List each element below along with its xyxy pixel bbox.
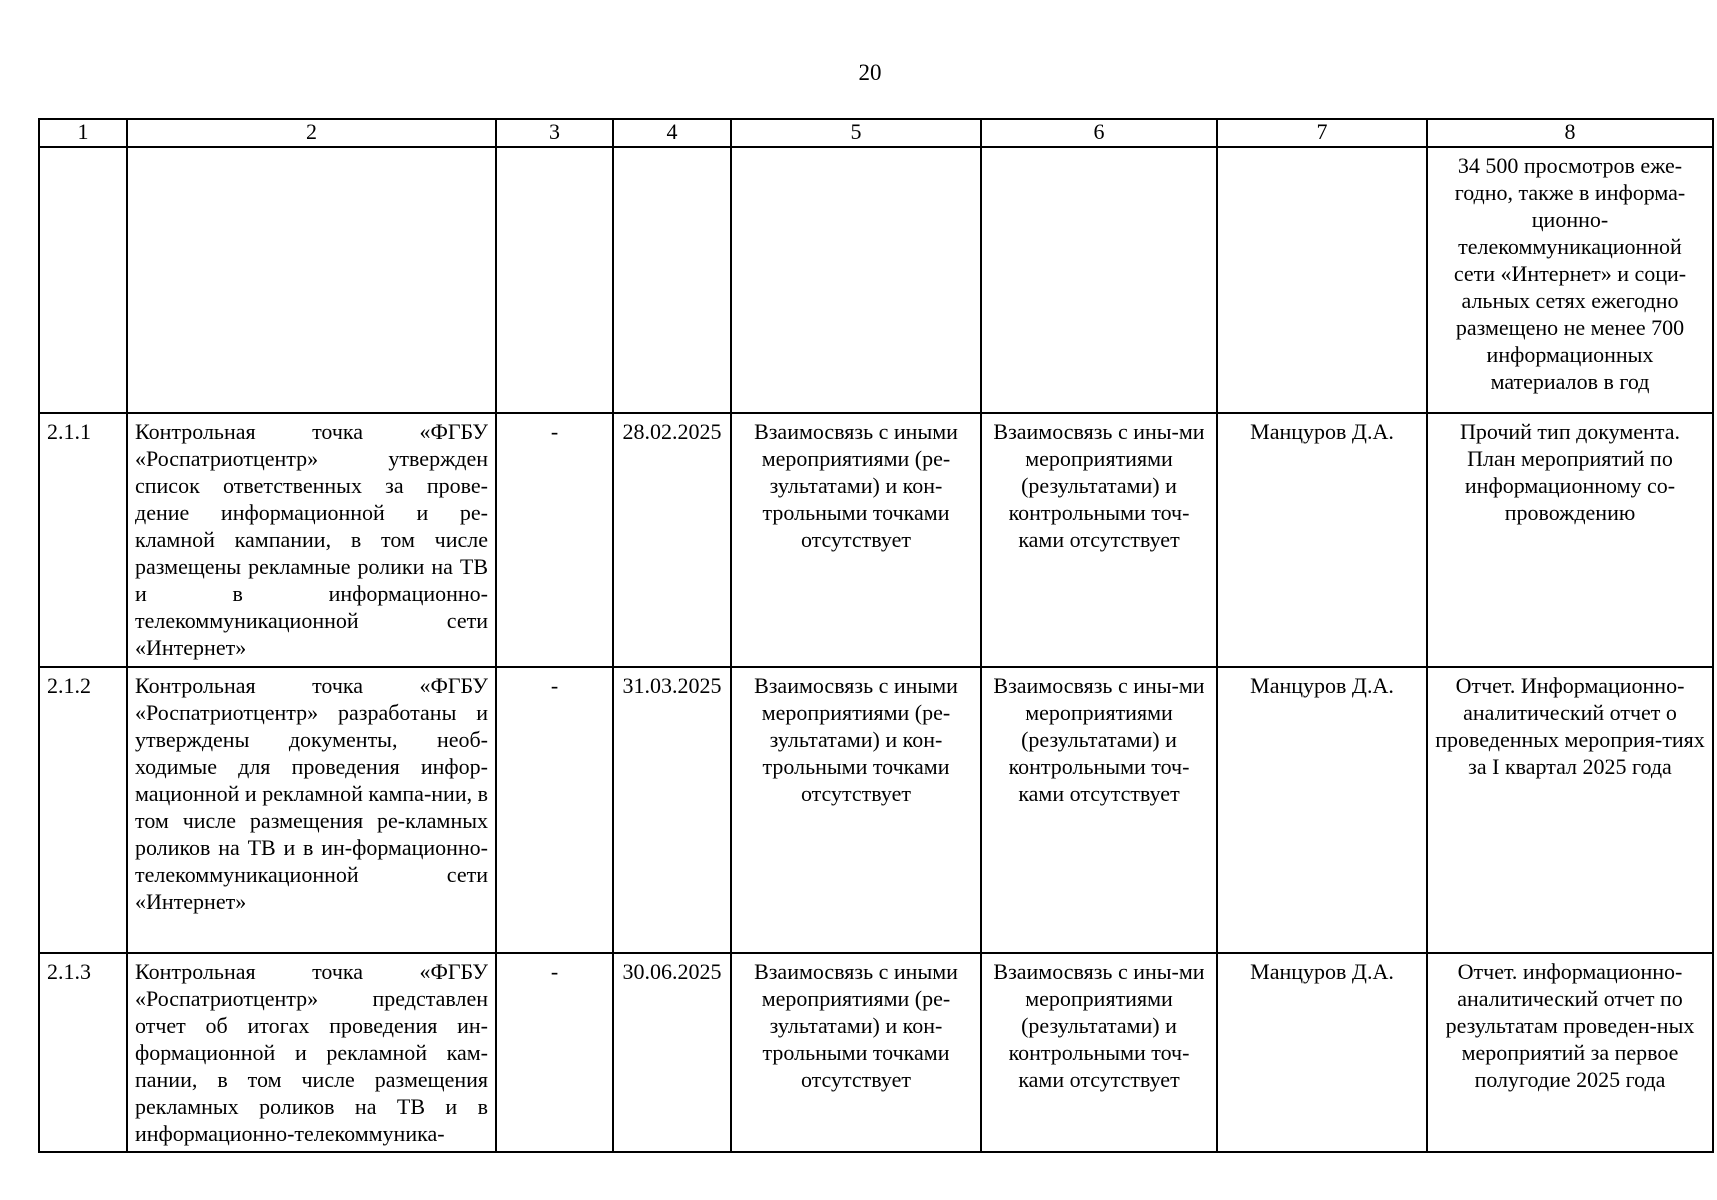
table-row-continuation — [39, 147, 1713, 413]
row-number: 2.1.3 — [39, 953, 127, 1152]
document-type: Отчет. Информационно-аналитический отчет о проведенных мероприя-тиях за I квартал 2025 года — [1427, 667, 1713, 953]
column-header: 1 — [39, 119, 127, 147]
relation-to-results: Взаимосвязь с иными мероприятиями (ре-зультатами) и кон-трольными точками отсутствует — [731, 667, 981, 953]
row-number: 2.1.1 — [39, 413, 127, 667]
relation-to-checkpoints: Взаимосвязь с ины-ми мероприятиями (результатами) и контрольными точ-ками отсутствует — [981, 953, 1217, 1152]
table-cell — [127, 147, 496, 413]
column-header: 4 — [613, 119, 731, 147]
table-row — [39, 953, 1713, 1152]
plan-table — [38, 118, 1714, 1153]
responsible-person: Манцуров Д.А. — [1217, 667, 1427, 953]
checkpoint-name: Контрольная точка «ФГБУ «Роспатриотцентр» утвержден список ответственных за прове-дение информационной и ре-кламной кампании, в том числе размещены рекламные ролики на ТВ и в информационно-телекоммуникационной сети «Интернет» — [127, 413, 496, 667]
relation-to-results: Взаимосвязь с иными мероприятиями (ре-зультатами) и кон-трольными точками отсутствует — [731, 953, 981, 1152]
column-header: 2 — [127, 119, 496, 147]
document-type: Прочий тип документа. План мероприятий по информационному со-провождению — [1427, 413, 1713, 667]
column-3-value: - — [496, 413, 613, 667]
column-3-value: - — [496, 667, 613, 953]
table-cell — [39, 147, 127, 413]
page-number: 20 — [858, 60, 882, 85]
checkpoint-name: Контрольная точка «ФГБУ «Роспатриотцентр» представлен отчет об итогах проведения ин-формационной и рекламной кам-пании, в том числе размещения рекламных роликов на ТВ и в информационно-телекоммуника- — [127, 953, 496, 1152]
document-type: Отчет. информационно-аналитический отчет по результатам проведен-ных мероприятий за первое полугодие 2025 года — [1427, 953, 1713, 1152]
column-header: 6 — [981, 119, 1217, 147]
table-cell — [613, 147, 731, 413]
table-cell — [1217, 147, 1427, 413]
responsible-person: Манцуров Д.А. — [1217, 953, 1427, 1152]
table-cell — [731, 147, 981, 413]
checkpoint-name: Контрольная точка «ФГБУ «Роспатриотцентр» разработаны и утверждены документы, необ-ходимые для проведения инфор-мационной и рекламной кампа-нии, в том числе размещения ре-кламных роликов на ТВ и в ин-формационно-телекоммуникационной сети «Интернет» — [127, 667, 496, 953]
due-date: 31.03.2025 — [613, 667, 731, 953]
table-row — [39, 667, 1713, 953]
relation-to-checkpoints: Взаимосвязь с ины-ми мероприятиями (результатами) и контрольными точ-ками отсутствует — [981, 413, 1217, 667]
due-date: 28.02.2025 — [613, 413, 731, 667]
row-number: 2.1.2 — [39, 667, 127, 953]
column-header: 7 — [1217, 119, 1427, 147]
result-cell: 34 500 просмотров еже-годно, также в информа-ционно-телекоммуникационной сети «Интернет» и соци-альных сетях ежегодно размещено не менее 700 информационных материалов в год — [1427, 147, 1713, 413]
column-header: 5 — [731, 119, 981, 147]
responsible-person: Манцуров Д.А. — [1217, 413, 1427, 667]
table-cell — [496, 147, 613, 413]
due-date: 30.06.2025 — [613, 953, 731, 1152]
relation-to-checkpoints: Взаимосвязь с ины-ми мероприятиями (результатами) и контрольными точ-ками отсутствует — [981, 667, 1217, 953]
table-header-row — [39, 119, 1713, 147]
table-row — [39, 413, 1713, 667]
column-header: 3 — [496, 119, 613, 147]
column-header: 8 — [1427, 119, 1713, 147]
column-3-value: - — [496, 953, 613, 1152]
relation-to-results: Взаимосвязь с иными мероприятиями (ре-зультатами) и кон-трольными точками отсутствует — [731, 413, 981, 667]
table-cell — [981, 147, 1217, 413]
